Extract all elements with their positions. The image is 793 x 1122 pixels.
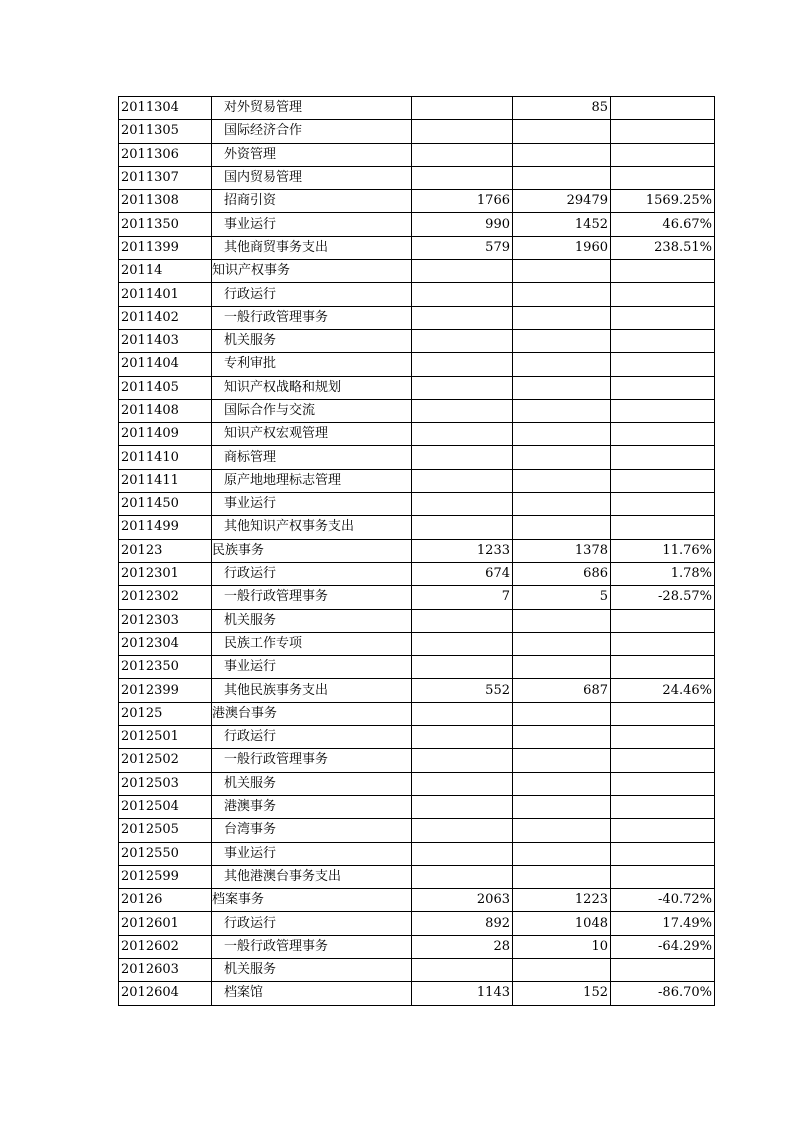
row-value2-cell <box>513 283 611 306</box>
row-value3-cell <box>611 772 715 795</box>
table-row <box>119 632 715 655</box>
row-value2-cell: 687 <box>513 679 611 702</box>
table-row <box>119 795 715 818</box>
row-value2-cell <box>513 656 611 679</box>
row-value2-cell <box>513 795 611 818</box>
row-value2-cell <box>513 865 611 888</box>
row-value3-cell <box>611 842 715 865</box>
row-value1-cell <box>412 726 513 749</box>
row-value2-cell: 1223 <box>513 889 611 912</box>
row-value3-cell <box>611 143 715 166</box>
row-value3-cell <box>611 469 715 492</box>
row-value1-cell <box>412 120 513 143</box>
row-name-cell: 国际合作与交流 <box>212 399 412 422</box>
row-name-cell: 一般行政管理事务 <box>212 306 412 329</box>
table-row <box>119 213 715 236</box>
row-code-cell: 2012350 <box>119 656 212 679</box>
row-name-cell: 外资管理 <box>212 143 412 166</box>
row-name-cell: 机关服务 <box>212 958 412 981</box>
row-code-cell: 2011499 <box>119 516 212 539</box>
row-value3-cell <box>611 795 715 818</box>
row-value2-cell: 85 <box>513 97 611 120</box>
row-name-cell: 港澳台事务 <box>212 702 412 725</box>
row-value3-cell <box>611 516 715 539</box>
row-value2-cell <box>513 749 611 772</box>
row-value3-cell <box>611 702 715 725</box>
row-name-cell: 行政运行 <box>212 726 412 749</box>
row-name-cell: 行政运行 <box>212 562 412 585</box>
row-value3-cell <box>611 656 715 679</box>
row-value2-cell <box>513 632 611 655</box>
row-code-cell: 2012304 <box>119 632 212 655</box>
row-code-cell: 2011307 <box>119 166 212 189</box>
table-row <box>119 283 715 306</box>
row-value1-cell <box>412 819 513 842</box>
row-name-cell: 民族工作专项 <box>212 632 412 655</box>
row-value2-cell <box>513 376 611 399</box>
row-value2-cell <box>513 726 611 749</box>
row-value2-cell <box>513 772 611 795</box>
row-value2-cell <box>513 260 611 283</box>
row-value3-cell: 1.78% <box>611 562 715 585</box>
row-value1-cell: 552 <box>412 679 513 702</box>
row-value2-cell: 10 <box>513 935 611 958</box>
budget-table-body <box>119 97 715 1006</box>
table-row <box>119 562 715 585</box>
table-row <box>119 353 715 376</box>
row-value3-cell <box>611 97 715 120</box>
row-value3-cell <box>611 423 715 446</box>
row-code-cell: 2012501 <box>119 726 212 749</box>
row-code-cell: 2012550 <box>119 842 212 865</box>
row-value2-cell <box>513 166 611 189</box>
row-value1-cell <box>412 749 513 772</box>
row-code-cell: 2011404 <box>119 353 212 376</box>
row-value2-cell: 686 <box>513 562 611 585</box>
row-code-cell: 2012505 <box>119 819 212 842</box>
row-value1-cell <box>412 260 513 283</box>
row-code-cell: 2011410 <box>119 446 212 469</box>
table-row <box>119 702 715 725</box>
row-value1-cell <box>412 423 513 446</box>
row-code-cell: 2012502 <box>119 749 212 772</box>
row-value2-cell <box>513 329 611 352</box>
row-value3-cell <box>611 609 715 632</box>
row-value2-cell <box>513 819 611 842</box>
row-value1-cell <box>412 516 513 539</box>
table-row <box>119 772 715 795</box>
row-name-cell: 知识产权战略和规划 <box>212 376 412 399</box>
row-name-cell: 原产地地理标志管理 <box>212 469 412 492</box>
row-value3-cell <box>611 353 715 376</box>
table-row <box>119 236 715 259</box>
row-value2-cell <box>513 493 611 516</box>
row-name-cell: 知识产权宏观管理 <box>212 423 412 446</box>
row-value2-cell <box>513 842 611 865</box>
row-code-cell: 2011408 <box>119 399 212 422</box>
row-value1-cell: 1143 <box>412 982 513 1005</box>
row-value3-cell: 1569.25% <box>611 190 715 213</box>
row-value1-cell <box>412 143 513 166</box>
row-value1-cell: 7 <box>412 586 513 609</box>
row-value1-cell: 1233 <box>412 539 513 562</box>
row-code-cell: 2012601 <box>119 912 212 935</box>
row-value2-cell <box>513 143 611 166</box>
row-name-cell: 事业运行 <box>212 656 412 679</box>
row-code-cell: 2011304 <box>119 97 212 120</box>
row-value1-cell <box>412 446 513 469</box>
row-value1-cell <box>412 353 513 376</box>
row-value1-cell <box>412 958 513 981</box>
row-value2-cell: 1452 <box>513 213 611 236</box>
row-code-cell: 2012602 <box>119 935 212 958</box>
row-name-cell: 事业运行 <box>212 842 412 865</box>
row-value1-cell <box>412 306 513 329</box>
row-code-cell: 2012599 <box>119 865 212 888</box>
row-value2-cell <box>513 399 611 422</box>
table-row <box>119 958 715 981</box>
row-name-cell: 档案馆 <box>212 982 412 1005</box>
row-name-cell: 民族事务 <box>212 539 412 562</box>
row-value3-cell <box>611 958 715 981</box>
row-code-cell: 2011305 <box>119 120 212 143</box>
table-row <box>119 819 715 842</box>
table-row <box>119 329 715 352</box>
row-value3-cell <box>611 726 715 749</box>
row-value2-cell <box>513 353 611 376</box>
table-row <box>119 399 715 422</box>
row-name-cell: 专利审批 <box>212 353 412 376</box>
row-value3-cell: -40.72% <box>611 889 715 912</box>
row-code-cell: 2011450 <box>119 493 212 516</box>
row-value1-cell: 990 <box>412 213 513 236</box>
row-value3-cell: 11.76% <box>611 539 715 562</box>
row-value3-cell <box>611 399 715 422</box>
row-value3-cell: 46.67% <box>611 213 715 236</box>
table-row <box>119 539 715 562</box>
row-value2-cell: 152 <box>513 982 611 1005</box>
row-value1-cell <box>412 399 513 422</box>
row-value1-cell <box>412 376 513 399</box>
row-value1-cell: 2063 <box>412 889 513 912</box>
row-value3-cell <box>611 120 715 143</box>
table-row <box>119 656 715 679</box>
row-name-cell: 一般行政管理事务 <box>212 749 412 772</box>
row-name-cell: 其他商贸事务支出 <box>212 236 412 259</box>
row-code-cell: 2011403 <box>119 329 212 352</box>
table-row <box>119 982 715 1005</box>
row-name-cell: 其他港澳台事务支出 <box>212 865 412 888</box>
table-row <box>119 889 715 912</box>
row-value3-cell <box>611 446 715 469</box>
row-value1-cell: 892 <box>412 912 513 935</box>
row-value3-cell <box>611 749 715 772</box>
row-value3-cell <box>611 260 715 283</box>
row-value3-cell <box>611 306 715 329</box>
table-row <box>119 912 715 935</box>
row-value3-cell: 24.46% <box>611 679 715 702</box>
table-row <box>119 143 715 166</box>
row-name-cell: 其他民族事务支出 <box>212 679 412 702</box>
row-value2-cell <box>513 120 611 143</box>
row-name-cell: 一般行政管理事务 <box>212 935 412 958</box>
row-value2-cell <box>513 306 611 329</box>
row-code-cell: 2011401 <box>119 283 212 306</box>
row-code-cell: 2011399 <box>119 236 212 259</box>
row-name-cell: 档案事务 <box>212 889 412 912</box>
row-code-cell: 2011306 <box>119 143 212 166</box>
table-row <box>119 376 715 399</box>
row-value3-cell <box>611 283 715 306</box>
row-code-cell: 2012301 <box>119 562 212 585</box>
row-value1-cell <box>412 283 513 306</box>
table-row <box>119 679 715 702</box>
row-value1-cell <box>412 632 513 655</box>
table-row <box>119 493 715 516</box>
row-value2-cell <box>513 609 611 632</box>
row-code-cell: 2012303 <box>119 609 212 632</box>
row-value3-cell <box>611 166 715 189</box>
row-name-cell: 港澳事务 <box>212 795 412 818</box>
row-value2-cell: 1378 <box>513 539 611 562</box>
table-row <box>119 97 715 120</box>
row-name-cell: 行政运行 <box>212 283 412 306</box>
row-name-cell: 招商引资 <box>212 190 412 213</box>
budget-table <box>118 96 715 1006</box>
table-row <box>119 306 715 329</box>
row-code-cell: 20125 <box>119 702 212 725</box>
row-value2-cell <box>513 446 611 469</box>
row-value1-cell <box>412 772 513 795</box>
row-name-cell: 其他知识产权事务支出 <box>212 516 412 539</box>
row-value2-cell <box>513 516 611 539</box>
row-name-cell: 国际经济合作 <box>212 120 412 143</box>
table-row <box>119 842 715 865</box>
row-value3-cell <box>611 329 715 352</box>
row-value1-cell: 579 <box>412 236 513 259</box>
row-code-cell: 20123 <box>119 539 212 562</box>
table-row <box>119 120 715 143</box>
row-value1-cell <box>412 609 513 632</box>
row-name-cell: 机关服务 <box>212 329 412 352</box>
row-name-cell: 事业运行 <box>212 493 412 516</box>
row-value2-cell: 1960 <box>513 236 611 259</box>
row-code-cell: 2012603 <box>119 958 212 981</box>
row-value2-cell: 29479 <box>513 190 611 213</box>
table-row <box>119 609 715 632</box>
row-value3-cell <box>611 376 715 399</box>
row-name-cell: 机关服务 <box>212 609 412 632</box>
row-value2-cell <box>513 469 611 492</box>
row-code-cell: 2012302 <box>119 586 212 609</box>
row-code-cell: 2011350 <box>119 213 212 236</box>
row-value1-cell: 1766 <box>412 190 513 213</box>
table-row <box>119 749 715 772</box>
table-row <box>119 469 715 492</box>
row-value3-cell: 17.49% <box>611 912 715 935</box>
row-value2-cell: 5 <box>513 586 611 609</box>
row-code-cell: 2012503 <box>119 772 212 795</box>
row-value3-cell <box>611 865 715 888</box>
table-row <box>119 166 715 189</box>
row-value3-cell: -64.29% <box>611 935 715 958</box>
row-value1-cell: 674 <box>412 562 513 585</box>
row-value3-cell <box>611 819 715 842</box>
row-name-cell: 台湾事务 <box>212 819 412 842</box>
table-row <box>119 865 715 888</box>
row-name-cell: 对外贸易管理 <box>212 97 412 120</box>
row-value3-cell: -28.57% <box>611 586 715 609</box>
row-name-cell: 机关服务 <box>212 772 412 795</box>
row-code-cell: 2011402 <box>119 306 212 329</box>
row-code-cell: 20114 <box>119 260 212 283</box>
row-name-cell: 行政运行 <box>212 912 412 935</box>
row-value3-cell <box>611 493 715 516</box>
table-row <box>119 516 715 539</box>
row-code-cell: 20126 <box>119 889 212 912</box>
row-name-cell: 知识产权事务 <box>212 260 412 283</box>
row-value3-cell: 238.51% <box>611 236 715 259</box>
row-code-cell: 2012604 <box>119 982 212 1005</box>
row-value1-cell <box>412 842 513 865</box>
row-value1-cell <box>412 656 513 679</box>
table-row <box>119 726 715 749</box>
row-code-cell: 2012399 <box>119 679 212 702</box>
row-value1-cell <box>412 166 513 189</box>
table-row <box>119 935 715 958</box>
row-name-cell: 商标管理 <box>212 446 412 469</box>
row-value1-cell <box>412 865 513 888</box>
row-value3-cell: -86.70% <box>611 982 715 1005</box>
row-value1-cell <box>412 702 513 725</box>
table-row <box>119 423 715 446</box>
row-value3-cell <box>611 632 715 655</box>
table-row <box>119 260 715 283</box>
row-value2-cell <box>513 702 611 725</box>
row-value1-cell: 28 <box>412 935 513 958</box>
row-code-cell: 2011405 <box>119 376 212 399</box>
table-row <box>119 446 715 469</box>
table-row <box>119 586 715 609</box>
row-name-cell: 国内贸易管理 <box>212 166 412 189</box>
row-value1-cell <box>412 97 513 120</box>
row-value2-cell: 1048 <box>513 912 611 935</box>
row-value1-cell <box>412 329 513 352</box>
table-row <box>119 190 715 213</box>
row-value1-cell <box>412 795 513 818</box>
row-code-cell: 2011411 <box>119 469 212 492</box>
row-name-cell: 事业运行 <box>212 213 412 236</box>
row-code-cell: 2012504 <box>119 795 212 818</box>
row-value2-cell <box>513 958 611 981</box>
row-value1-cell <box>412 493 513 516</box>
row-value2-cell <box>513 423 611 446</box>
row-code-cell: 2011308 <box>119 190 212 213</box>
row-code-cell: 2011409 <box>119 423 212 446</box>
row-value1-cell <box>412 469 513 492</box>
row-name-cell: 一般行政管理事务 <box>212 586 412 609</box>
